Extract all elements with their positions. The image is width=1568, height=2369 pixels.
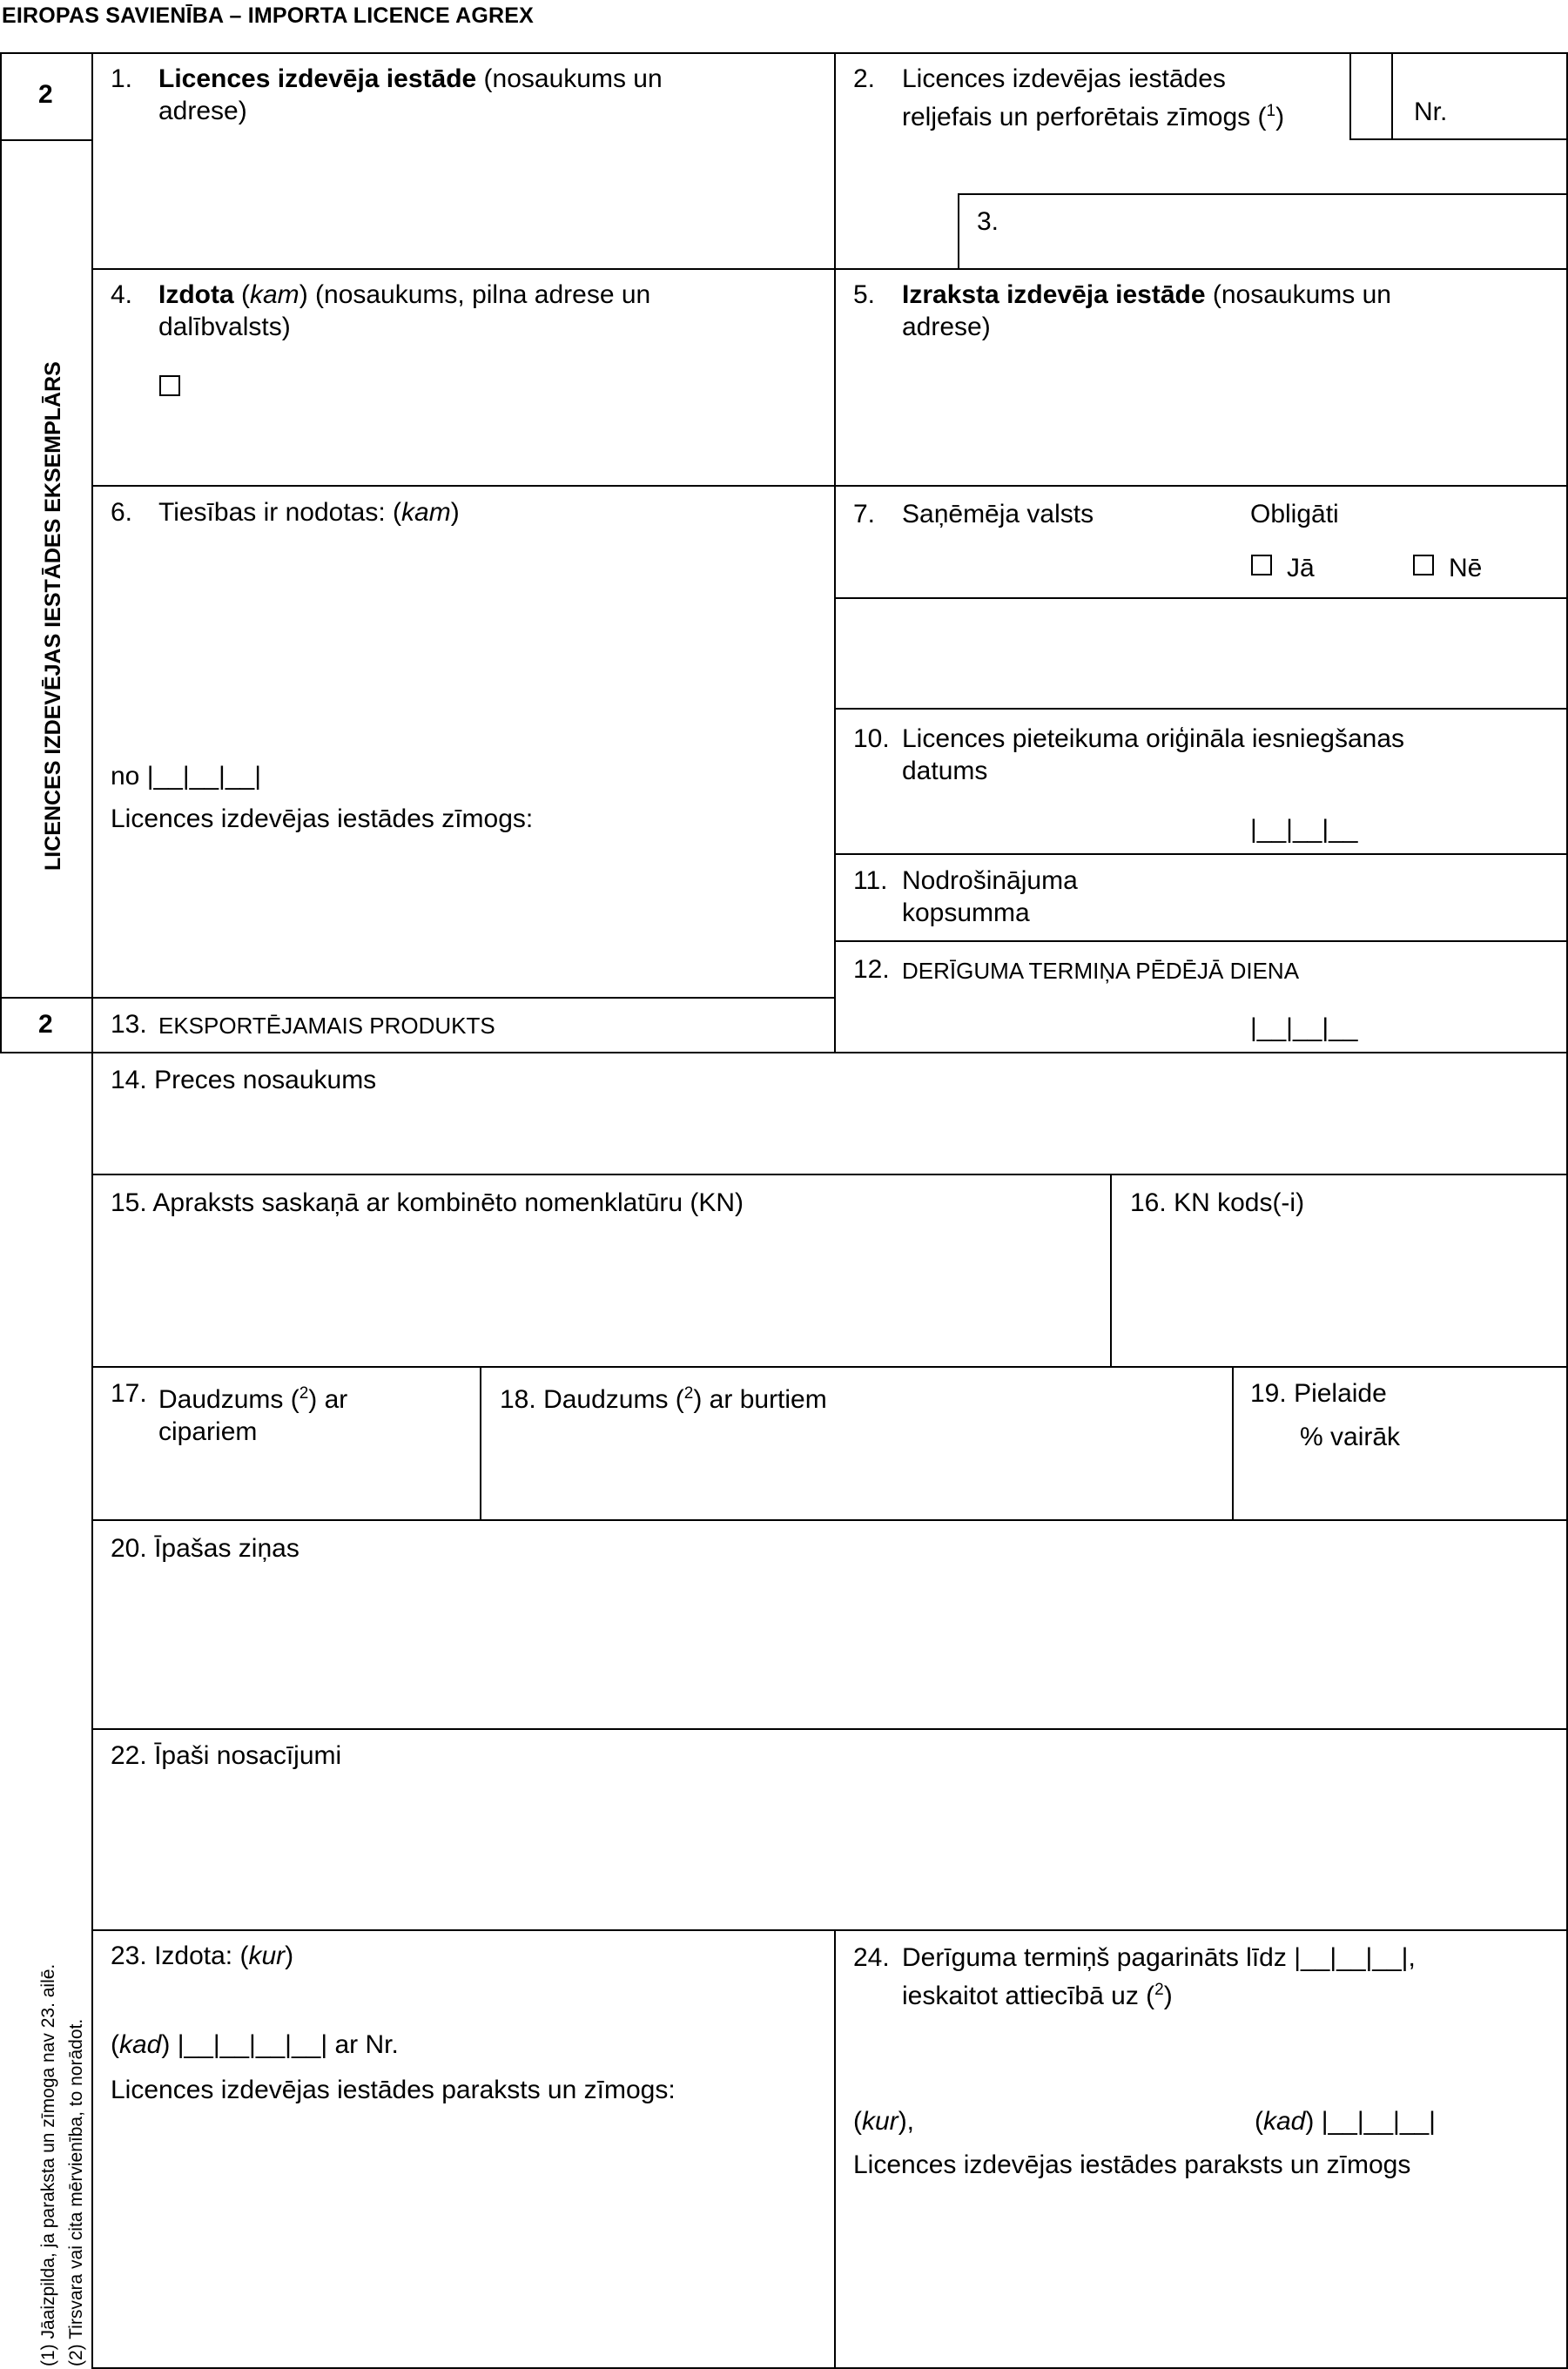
box-7-ja-checkbox[interactable] (1251, 555, 1272, 575)
box-6-no-date[interactable]: no |__|__|__| (111, 762, 261, 791)
box-1-field[interactable] (94, 131, 832, 266)
box-4-paren: ( (233, 280, 250, 309)
box-11-number: 11. (853, 866, 888, 895)
box-19-label (1250, 1377, 1387, 1410)
box-4-label (158, 279, 650, 343)
box-20-text: Īpašas ziņas (154, 1534, 299, 1563)
box-24-kur-rest: ), (898, 2107, 915, 2136)
box-2-close: ) (1275, 103, 1285, 131)
footnote-2: (2) Tirsvara vai cita mērvienība, to norādot. (66, 2018, 86, 2366)
box-23-kad-rest: ) |__|__|__|__| ar Nr. (161, 2030, 399, 2059)
rule (1232, 1366, 1234, 1520)
box-12-number: 12. (853, 955, 890, 984)
box-4-line2: dalībvalsts) (158, 313, 291, 341)
box-7-obligati: Obligāti (1250, 500, 1339, 528)
box-20-label (111, 1532, 299, 1565)
box-20-number: 20. (111, 1534, 147, 1563)
box-5-bold: Izraksta izdevēja iestāde (902, 280, 1206, 309)
box-23-kad-line[interactable]: (kad) |__|__|__|__| ar Nr. (111, 2030, 399, 2059)
box-11-line2: kopsumma (902, 898, 1030, 927)
box-15-label (111, 1187, 744, 1219)
box-24-kad-italic: kad (1263, 2107, 1306, 2136)
box-22-label (111, 1740, 341, 1772)
box-23-text: Izdota: ( (154, 1942, 249, 1970)
box-7-ne-label: Nē (1449, 554, 1483, 582)
box-19-text: Pielaide (1294, 1379, 1387, 1408)
box-1-rest: (nosaukums un (476, 64, 663, 93)
rule (0, 52, 1568, 54)
rule (834, 940, 1568, 942)
rule (0, 139, 92, 141)
side-copy-label: LICENCES IZDEVĒJAS IESTĀDES EKSEMPLĀRS (41, 361, 65, 871)
box-5-number: 5. (853, 280, 876, 309)
box-23-number: 23. (111, 1942, 147, 1970)
footnote-1: (1) Jāaizpilda, ja paraksta un zīmoga nav 23. ailē. (38, 1963, 58, 2366)
rule (91, 1519, 1568, 1521)
box-24-label (902, 1942, 1416, 2012)
rule (0, 52, 2, 1053)
box-24-kad-rest: ) |__|__|__| (1305, 2107, 1436, 2136)
box-23-label (111, 1940, 293, 1972)
box-13-label: EKSPORTĒJAMAIS PRODUKTS (158, 1013, 495, 1039)
rule (480, 1366, 481, 1520)
box-4-bold: Izdota (158, 280, 234, 309)
box-nr-label: Nr. (1414, 98, 1448, 126)
footnote-ref: 2 (683, 1384, 694, 1403)
box-12-label: DERĪGUMA TERMIŅA PĒDĒJĀ DIENA (902, 958, 1300, 984)
box-1-bold: Licences izdevēja iestāde (158, 64, 477, 93)
copy-number-top: 2 (38, 80, 53, 109)
rule (91, 1728, 1568, 1730)
box-6-label (158, 496, 460, 528)
box-24-kad[interactable]: (kad) |__|__|__| (1255, 2107, 1436, 2136)
rule (958, 193, 1568, 195)
rule (834, 597, 1568, 599)
box-6-close: ) (450, 498, 460, 527)
rule (91, 1174, 1568, 1175)
box-24-kur[interactable]: (kur), (853, 2107, 915, 2136)
box-24-close: ) (1163, 1982, 1173, 2010)
box-6-stamp-label: Licences izdevējas iestādes zīmogs: (111, 804, 534, 833)
box-17-number: 17. (111, 1379, 147, 1408)
rule (91, 1366, 1568, 1368)
box-11-label (902, 865, 1078, 929)
box-10-label (902, 723, 1404, 787)
box-5-line2: adrese) (902, 313, 991, 341)
box-4-italic: kam (250, 280, 299, 309)
box-16-number: 16. (1130, 1188, 1167, 1217)
footnote-ref: 2 (1154, 1981, 1164, 1999)
rule (958, 193, 959, 270)
rule (91, 485, 1568, 487)
box-24-line1: Derīguma termiņš pagarināts līdz |__|__|__|, (902, 1943, 1416, 1972)
box-24-line2: ieskaitot attiecībā uz ( (902, 1982, 1155, 2010)
box-13-number: 13. (111, 1010, 147, 1039)
box-12-date[interactable]: |__|__|__ (1250, 1013, 1358, 1042)
box-11-line1: Nodrošinājuma (902, 866, 1078, 895)
box-24-sign-label: Licences izdevējas iestādes paraksts un zīmogs (853, 2150, 1411, 2179)
box-2-number: 2. (853, 64, 876, 93)
box-18-text-end: ) ar burtiem (693, 1385, 827, 1414)
box-18-text: Daudzums ( (543, 1385, 684, 1414)
box-14-number: 14. (111, 1066, 147, 1094)
box-17-line1: Daudzums ( (158, 1385, 299, 1414)
footnote-ref: 2 (299, 1384, 309, 1403)
box-24-number: 24. (853, 1943, 890, 1972)
box-24-kur-italic: kur (862, 2107, 898, 2136)
box-22-text: Īpaši nosacījumi (154, 1741, 342, 1770)
box-2-line1: Licences izdevējas iestādes (902, 64, 1226, 93)
box-4-rest: ) (nosaukums, pilna adrese un (299, 280, 651, 309)
form-title: EIROPAS SAVIENĪBA – IMPORTA LICENCE AGREX (2, 3, 535, 28)
box-5-rest: (nosaukums un (1205, 280, 1391, 309)
box-6-number: 6. (111, 498, 133, 527)
box-1-number: 1. (111, 64, 133, 93)
rule (1349, 52, 1351, 140)
rule (91, 52, 93, 2369)
rule (1110, 1174, 1112, 1367)
rule (834, 52, 836, 1053)
box-17-label (158, 1377, 347, 1448)
box-23-sign-label: Licences izdevējas iestādes paraksts un zīmogs: (111, 2076, 676, 2104)
box-14-text: Preces nosaukums (154, 1066, 377, 1094)
box-7-ne-checkbox[interactable] (1413, 555, 1434, 575)
box-14-label (111, 1064, 376, 1096)
box-16-text: KN kods(-i) (1174, 1188, 1305, 1217)
rule (0, 1052, 1568, 1053)
box-1-line2: adrese) (158, 97, 247, 125)
box-10-number: 10. (853, 724, 890, 753)
rule (834, 708, 1568, 710)
box-2-label (902, 63, 1284, 133)
box-4-checkbox[interactable] (159, 375, 180, 396)
box-6-italic: kam (401, 498, 451, 527)
box-15-number: 15. (111, 1188, 147, 1217)
box-5-label (902, 279, 1391, 343)
rule (1349, 138, 1568, 140)
box-17-line2: cipariem (158, 1417, 258, 1446)
box-4-number: 4. (111, 280, 133, 309)
box-2-line2: reljefais un perforētais zīmogs ( (902, 103, 1267, 131)
box-6-text: Tiesības ir nodotas: ( (158, 498, 402, 527)
box-10-line1: Licences pieteikuma oriģināla iesniegšanas (902, 724, 1405, 753)
copy-number-bottom: 2 (38, 1010, 53, 1039)
box-7-ja-label: Jā (1287, 554, 1315, 582)
box-23-italic: kur (248, 1942, 286, 1970)
box-18-label (500, 1377, 827, 1416)
box-10-date[interactable]: |__|__|__ (1250, 815, 1358, 844)
box-23-kad-italic: kad (119, 2030, 162, 2059)
rule (0, 997, 835, 999)
box-19-number: 19. (1250, 1379, 1287, 1408)
rule (834, 1929, 836, 2369)
rule (1391, 52, 1393, 140)
box-1-label (158, 63, 663, 127)
box-7-number: 7. (853, 500, 876, 528)
box-3-number: 3. (977, 207, 999, 236)
box-10-line2: datums (902, 757, 988, 785)
box-16-label (1130, 1187, 1304, 1219)
box-7-label: Saņēmēja valsts (902, 500, 1094, 528)
box-23-close: ) (285, 1942, 294, 1970)
box-22-number: 22. (111, 1741, 147, 1770)
rule (91, 268, 1568, 270)
box-18-number: 18. (500, 1385, 536, 1414)
box-17-close: ) ar (308, 1385, 348, 1414)
box-15-text: Apraksts saskaņā ar kombinēto nomenklatūru (KN) (152, 1188, 744, 1217)
rule (834, 853, 1568, 855)
footnote-ref: 1 (1266, 102, 1276, 120)
box-19-percent-more: % vairāk (1300, 1423, 1401, 1451)
rule (91, 1929, 1568, 1931)
